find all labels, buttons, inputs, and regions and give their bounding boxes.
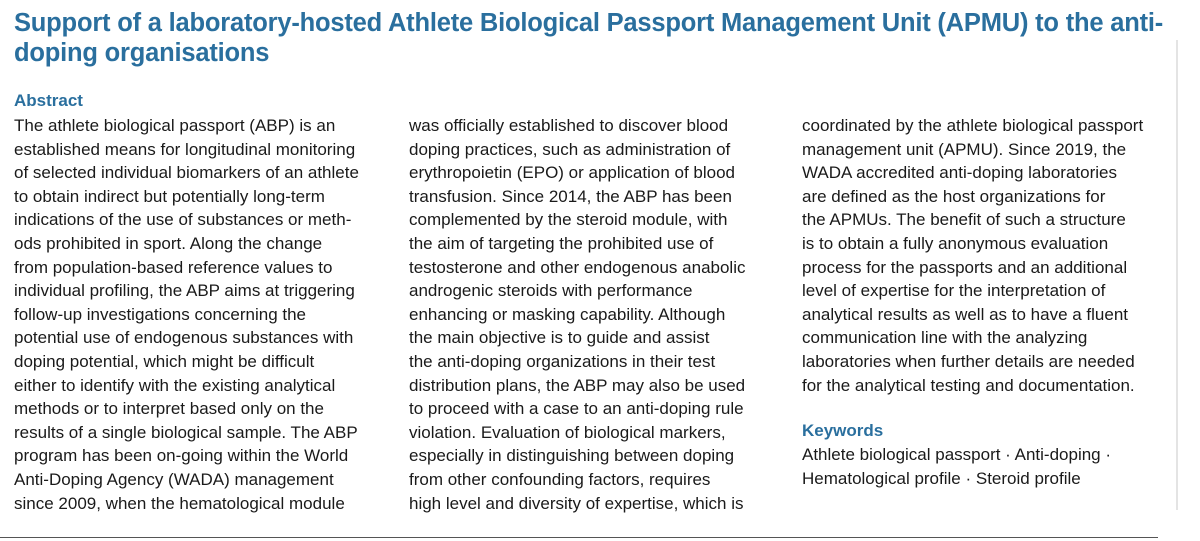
abstract-line: level of expertise for the interpretation of xyxy=(802,281,1106,301)
abstract-line: the aim of targeting the prohibited use of xyxy=(409,233,714,253)
abstract-line: potential use of endogenous substances with xyxy=(14,328,354,348)
abstract-line: process for the passports and an additional xyxy=(802,257,1128,277)
abstract-line: communication line with the analyzing xyxy=(802,328,1088,348)
abstract-line: distribution plans, the ABP may also be used xyxy=(409,375,746,395)
abstract-line: Anti-Doping Agency (WADA) management xyxy=(14,469,334,489)
keywords-line: Athlete biological passport · Anti-doping · xyxy=(802,445,1112,464)
abstract-line: individual profiling, the ABP aims at triggering xyxy=(14,281,355,301)
keywords-list xyxy=(802,443,1111,490)
abstract-line: established means for longitudinal monitoring xyxy=(14,139,356,159)
abstract-line: is to obtain a fully anonymous evaluation xyxy=(802,233,1109,253)
keywords-line: Hematological profile · Steroid profile xyxy=(802,468,1081,488)
abstract-line: to proceed with a case to an anti-doping rule xyxy=(409,399,744,419)
abstract-line: the anti-doping organizations in their test xyxy=(409,351,716,371)
abstract-line: doping potential, which might be difficult xyxy=(14,351,315,371)
abstract-line: to obtain indirect but potentially long-term xyxy=(14,186,325,206)
keywords-heading: Keywords xyxy=(802,421,884,440)
abstract-line: ods prohibited in sport. Along the change xyxy=(14,233,323,253)
abstract-line: transfusion. Since 2014, the ABP has been xyxy=(409,186,732,206)
paper-title xyxy=(14,8,1164,68)
abstract-line: complemented by the steroid module, with xyxy=(409,210,728,230)
abstract-line: program has been on-going within the World xyxy=(14,446,349,466)
abstract-line: indications of the use of substances or meth- xyxy=(14,210,352,230)
abstract-line: of selected individual biomarkers of an athlete xyxy=(14,163,359,183)
abstract-line: for the analytical testing and documentation. xyxy=(802,375,1135,395)
abstract-line: erythropoietin (EPO) or application of blood xyxy=(409,163,736,183)
abstract-line: androgenic steroids with performance xyxy=(409,281,693,301)
abstract-line: testosterone and other endogenous anabolic xyxy=(409,257,746,277)
abstract-line: doping practices, such as administration of xyxy=(409,139,731,159)
abstract-line: violation. Evaluation of biological markers, xyxy=(409,422,726,442)
abstract-line: enhancing or masking capability. Although xyxy=(409,304,726,324)
abstract-line: The athlete biological passport (ABP) is an xyxy=(14,116,336,135)
abstract-line: the main objective is to guide and assist xyxy=(409,328,710,348)
abstract-line: since 2009, when the hematological module xyxy=(14,493,345,513)
abstract-line: WADA accredited anti-doping laboratories xyxy=(802,163,1117,183)
abstract-line: results of a single biological sample. The ABP xyxy=(14,422,358,442)
abstract-line: methods or to interpret based only on the xyxy=(14,399,324,419)
abstract-column-1 xyxy=(14,114,384,515)
abstract-line: analytical results as well as to have a fluent xyxy=(802,304,1129,324)
title-line: Support of a laboratory-hosted Athlete Biological Passport Management Unit (APMU) to the anti- xyxy=(14,9,1164,37)
abstract-column-2 xyxy=(409,114,779,515)
abstract-line: coordinated by the athlete biological passport xyxy=(802,116,1144,135)
abstract-line: follow-up investigations concerning the xyxy=(14,304,307,324)
abstract-line: especially in distinguishing between doping xyxy=(409,446,735,466)
abstract-heading: Abstract xyxy=(14,91,83,110)
abstract-line: was officially established to discover blood xyxy=(409,116,729,135)
abstract-line: are defined as the host organizations for xyxy=(802,186,1106,206)
abstract-line: the APMUs. The benefit of such a structure xyxy=(802,210,1126,230)
bottom-divider xyxy=(0,537,1158,538)
abstract-column-3 xyxy=(802,114,1172,397)
abstract-line: from other confounding factors, requires xyxy=(409,469,711,489)
title-line: doping organisations xyxy=(14,39,270,67)
abstract-line: laboratories when further details are needed xyxy=(802,351,1135,371)
abstract-line: either to identify with the existing analytical xyxy=(14,375,336,395)
abstract-line: management unit (APMU). Since 2019, the xyxy=(802,139,1127,159)
abstract-line: from population-based reference values to xyxy=(14,257,333,277)
abstract-line: high level and diversity of expertise, which is xyxy=(409,493,744,513)
page-edge-divider xyxy=(1176,40,1178,510)
